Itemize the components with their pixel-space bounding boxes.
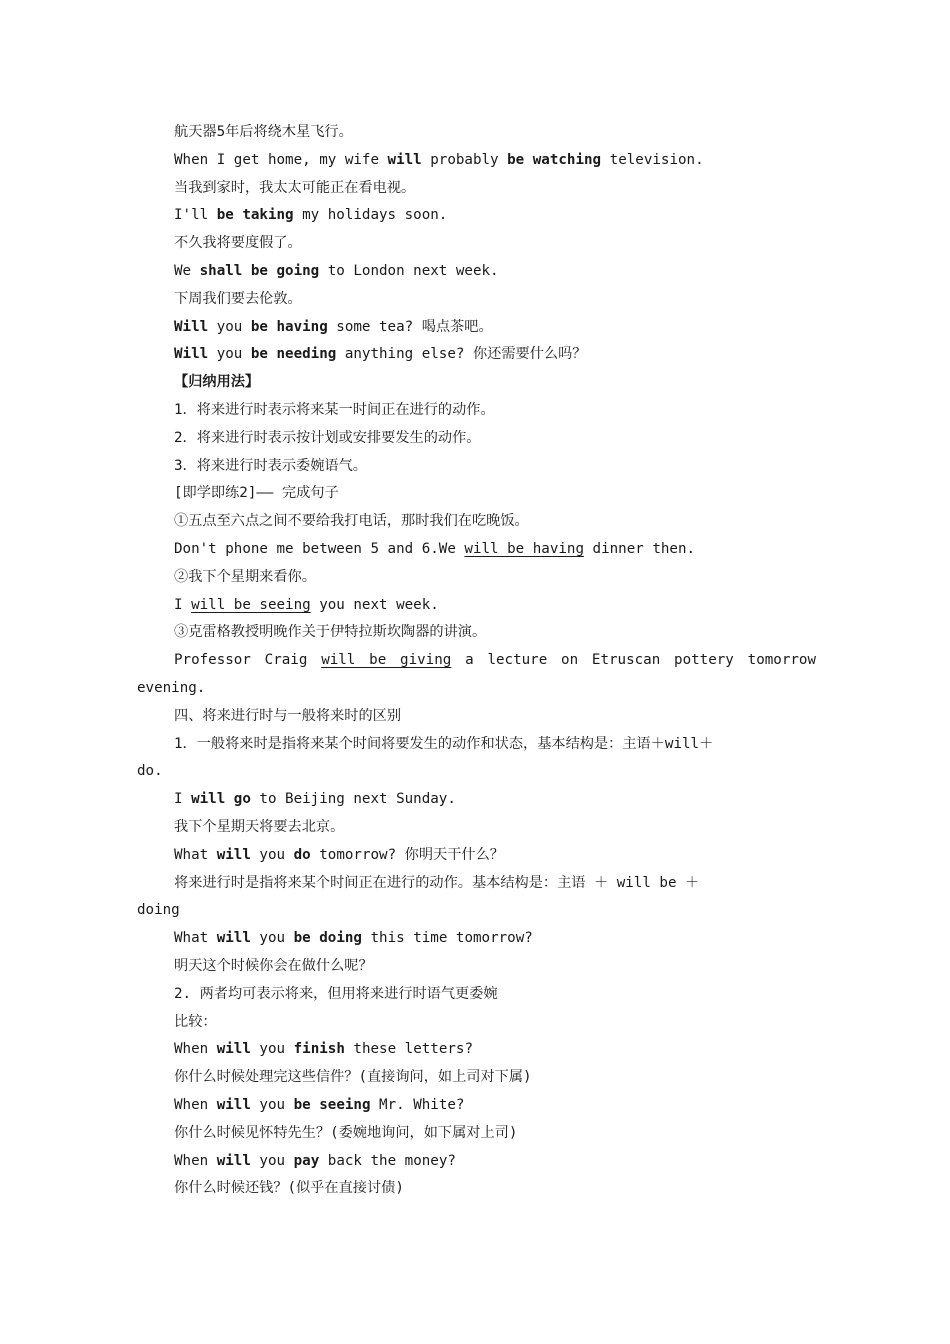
bold-text: be having [250, 318, 328, 335]
text-line [174, 205, 816, 225]
answer-blank: will be giving [321, 652, 452, 669]
text-run: you [250, 930, 294, 947]
text-run: ③克雷格教授明晚作关于伊特拉斯坎陶器的讲演。 [174, 624, 487, 641]
text-run: 我下个星期天将要去北京。 [174, 819, 345, 835]
text-line [174, 233, 816, 253]
answer-blank: will be seeing [191, 596, 311, 613]
bold-text: shall be going [199, 263, 320, 279]
text-line [174, 956, 816, 976]
text-line [174, 539, 816, 559]
text-line [174, 567, 816, 587]
text-line [174, 734, 816, 754]
text-line [174, 1178, 816, 1198]
text-run: 你什么时候处理完这些信件？(直接询问，如上司对下属) [174, 1069, 532, 1086]
text-run: When [174, 1041, 217, 1058]
text-run: 下周我们要去伦敦。 [174, 290, 302, 307]
text-run: We [174, 263, 200, 279]
text-run: 当我到家时，我太太可能正在看电视。 [174, 179, 416, 196]
answer-blank: will be having [464, 541, 585, 557]
text-run: Don't phone me between 5 and 6.We [174, 541, 465, 557]
text-run: Mr. White? [370, 1097, 465, 1113]
text-run: back the money? [319, 1152, 456, 1169]
text-run: this time tomorrow? [361, 930, 533, 947]
text-run: these letters? [344, 1041, 473, 1058]
text-run: 将来进行时是指将来某个时间正在进行的动作。基本结构是：主语 ＋ will be ＋ [174, 874, 700, 891]
bold-text: will [216, 1041, 251, 1058]
text-run: 不久我将要度假了。 [174, 235, 302, 252]
text-line [174, 483, 816, 503]
text-line [174, 511, 816, 531]
text-run: 比较： [174, 1013, 217, 1030]
text-line [137, 900, 779, 920]
text-line [174, 178, 816, 198]
bold-text: do [293, 846, 311, 863]
bold-text: will [216, 1152, 251, 1169]
bold-text: will [216, 846, 251, 863]
text-run: you [208, 346, 251, 363]
text-run: 2. 两者均可表示将来，但用将来进行时语气更委婉 [174, 985, 498, 1002]
bold-text: will [216, 930, 251, 947]
text-line [174, 400, 816, 420]
text-run: probably [421, 151, 508, 168]
text-run: you [250, 1152, 294, 1169]
text-line [174, 1151, 816, 1171]
text-line [137, 678, 779, 698]
text-line [174, 317, 816, 337]
text-run: What [174, 846, 217, 863]
text-run: you [208, 318, 251, 335]
text-run: you [250, 846, 294, 863]
text-run: 四、将来进行时与一般将来时的区别 [174, 707, 402, 724]
text-run: doing [137, 902, 180, 919]
text-run: When [174, 1097, 217, 1113]
text-line [174, 289, 816, 309]
text-run: to Beijing next Sunday. [250, 791, 456, 808]
text-run: 1．一般将来时是指将来某个时间将要发生的动作和状态，基本结构是：主语＋will＋ [174, 735, 714, 752]
text-run: I'll [174, 207, 217, 224]
bold-text: will [216, 1097, 251, 1113]
text-line [174, 706, 816, 726]
bold-text: be needing [250, 346, 337, 363]
bold-text: finish [293, 1041, 345, 1058]
text-run: you next week. [310, 596, 439, 613]
text-run: When [174, 1152, 217, 1169]
text-line [174, 595, 816, 615]
text-run: anything else? 你还需要什么吗？ [336, 346, 587, 363]
text-line [174, 1012, 816, 1032]
bold-text: will [387, 151, 422, 168]
text-run: What [174, 930, 217, 947]
text-run: television. [601, 151, 704, 168]
bold-text: be seeing [293, 1097, 371, 1113]
text-run: ①五点至六点之间不要给我打电话，那时我们在吃晚饭。 [174, 513, 529, 530]
text-run: you [250, 1041, 294, 1058]
text-line [174, 150, 816, 170]
text-line [174, 122, 816, 142]
text-run: my holidays soon. [293, 207, 448, 224]
text-line [174, 1039, 816, 1059]
text-run: Professor Craig [174, 652, 322, 669]
text-line [174, 928, 816, 948]
bold-text: be taking [216, 207, 294, 224]
text-line [174, 873, 816, 893]
text-line [174, 817, 816, 837]
text-line [174, 261, 816, 281]
text-run: 你什么时候见怀特先生？(委婉地询问，如下属对上司) [174, 1124, 518, 1141]
text-run: tomorrow? 你明天干什么？ [310, 846, 504, 863]
text-run: 1．将来进行时表示将来某一时间正在进行的动作。 [174, 402, 495, 418]
text-line [174, 845, 816, 865]
text-run: a lecture on Etruscan pottery tomorrow [451, 652, 816, 669]
text-run: 明天这个时候你会在做什么呢？ [174, 958, 373, 974]
text-run: dinner then. [584, 541, 696, 557]
text-run: 3．将来进行时表示委婉语气。 [174, 457, 367, 474]
text-run: 2．将来进行时表示按计划或安排要发生的动作。 [174, 429, 481, 446]
bold-text: will go [191, 791, 251, 808]
text-run: some tea? 喝点茶吧。 [327, 318, 493, 335]
text-run: [即学即练2]—— 完成句子 [174, 485, 339, 502]
text-line [174, 984, 816, 1004]
bold-text: Will [174, 346, 209, 363]
text-run: 你什么时候还钱？(似乎在直接讨债) [174, 1180, 404, 1197]
text-line [174, 789, 816, 809]
text-line [174, 344, 816, 364]
text-line [174, 372, 816, 392]
text-run: evening. [137, 680, 206, 696]
text-line [174, 1123, 816, 1143]
text-run: do. [137, 763, 163, 780]
text-run: ②我下个星期来看你。 [174, 568, 316, 585]
text-line [174, 428, 816, 448]
bold-text: pay [293, 1152, 320, 1169]
text-run: I [174, 596, 192, 613]
bold-text: be watching [507, 151, 602, 168]
text-line [137, 761, 779, 781]
bold-text: 【归纳用法】 [174, 374, 260, 391]
text-run: I [174, 791, 192, 808]
text-run: you [250, 1097, 294, 1113]
text-line [174, 650, 816, 670]
text-line [174, 622, 816, 642]
text-run: When I get home, my wife [174, 151, 388, 168]
text-run: 航天器5年后将绕木星飞行。 [174, 124, 353, 140]
text-run: to London next week. [319, 263, 499, 279]
text-line [174, 1095, 816, 1115]
text-line [174, 456, 816, 476]
bold-text: be doing [293, 930, 362, 947]
bold-text: Will [174, 318, 209, 335]
text-line [174, 1067, 816, 1087]
